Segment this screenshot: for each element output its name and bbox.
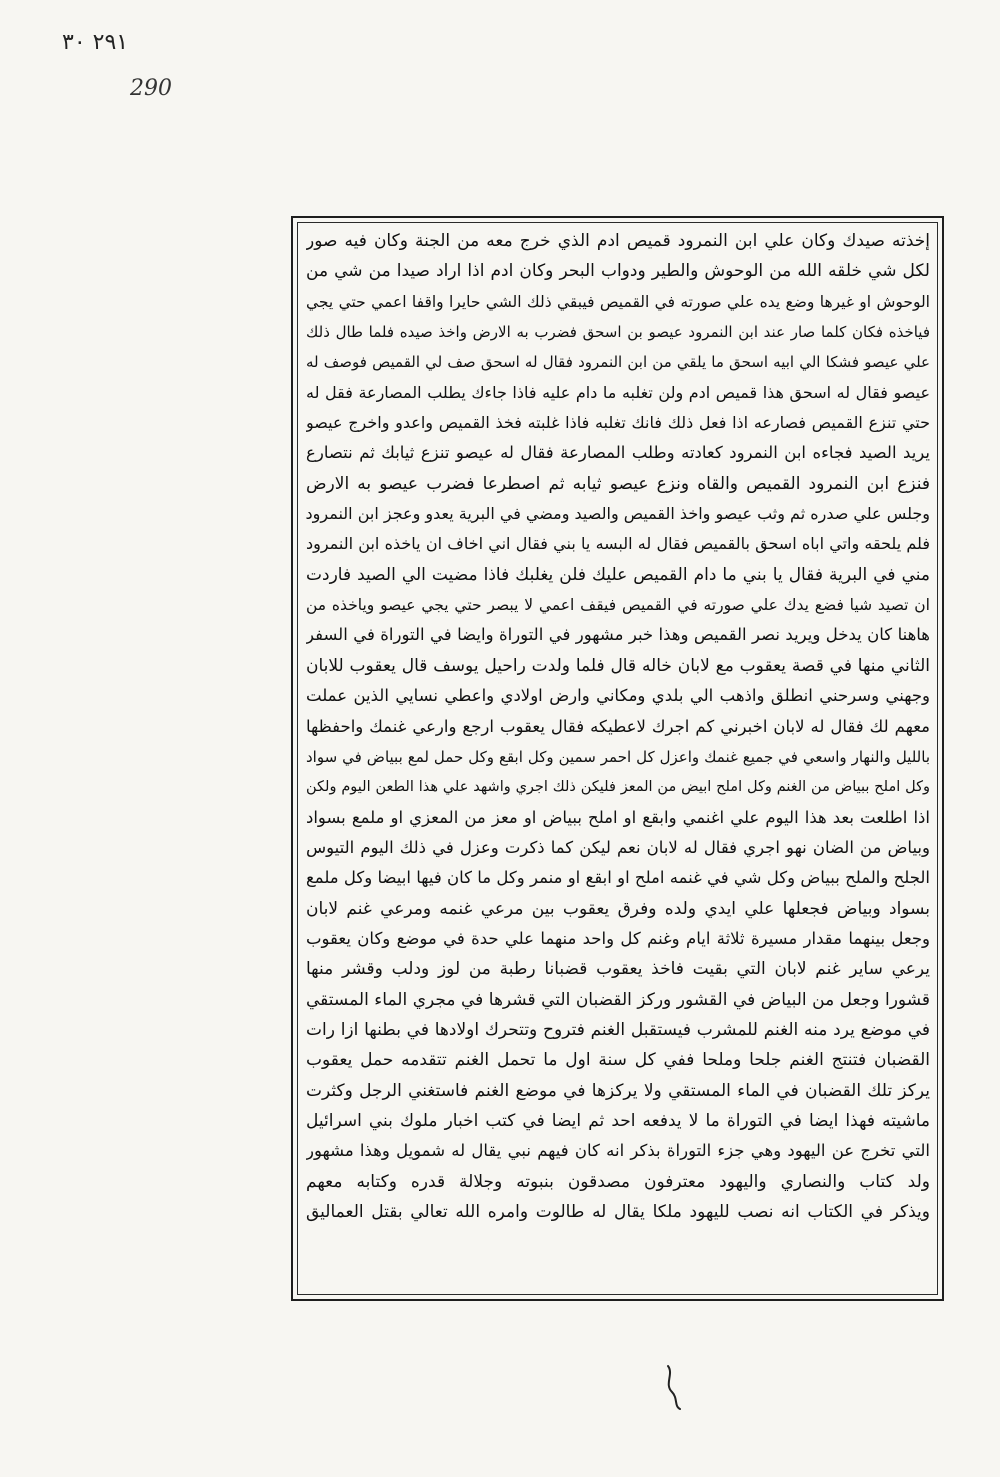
manuscript-line: عيصو فقال له اسحق هذا قميص ادم ولن تغلبه ما دام عليه فاذا جاءك يطلب المصارعة فقل له: [306, 382, 930, 402]
manuscript-line: فياخذه فكان كلما صار عند ابن النمرود عيصو بن اسحق فضرب به الارض واخذ صيده فلما طال ذلك: [306, 323, 930, 342]
manuscript-line: يركز تلك القضبان في الماء المستقي ولا يركزها في موضع الغنم فاستغني الرجل وكثرت: [306, 1080, 930, 1101]
manuscript-line: وكل املح ببياض من الغنم وكل املح ابيض من المعز فليكن ذلك اجري واشهد علي هذا الطعن اليوم ولكن: [306, 779, 930, 796]
manuscript-line: الثاني منها في قصة يعقوب مع لابان خاله قال فلما ولدت راحيل يوسف قال يعقوب للابان: [306, 655, 930, 676]
catchword-stroke-icon: [660, 1362, 690, 1412]
manuscript-line: معهم لك فقال له لابان اخبرني كم اجرك لاعطيكه فقال يعقوب ارجع وارعي غنمك واحفظها: [306, 716, 930, 736]
manuscript-line: إخذته صيدك وكان علي ابن النمرود قميص ادم الذي خرج معه من الجنة وكان فيه صور: [306, 231, 930, 251]
manuscript-line: حتي تنزع القميص فصارعه اذا فعل ذلك فانك تغلبه فاذا غلبته فخذ القميص واعدو واخرج عيصو: [306, 413, 930, 433]
manuscript-line: القضبان فتنتج الغنم جلحا وملحا ففي كل سنة اول ما تحمل الغنم تتقدمه حمل يعقوب: [306, 1050, 930, 1071]
manuscript-line: التي تخرج عن اليهود وهي جزء التوراة بذكر انه كان فيهم نبي يقال له شمويل وهذا مشهور: [306, 1141, 930, 1161]
manuscript-line: اذا اطلعت بعد هذا اليوم علي اغنمي وابقع او املح ببياض او معز من المعزي او ملمع بسواد: [306, 807, 930, 827]
manuscript-line: في موضع يرد منه الغنم للمشرب فيستقبل الغنم فتروح وتتحرك اولادها في بطنها ازا رات: [306, 1019, 930, 1040]
manuscript-line: هاهنا كان يدخل ويريد نصر القميص وهذا خبر مشهور في التوراة وايضا في التوراة في السفر: [306, 625, 930, 645]
folio-number-latin: 290: [130, 76, 172, 101]
manuscript-line: وجهني وسرحني انطلق واذهب الي بلدي ومكاني وارض اولادي واعطي نسايي الذين عملت: [306, 686, 930, 706]
manuscript-line: يرعي ساير غنم لابان التي بقيت فاخذ يعقوب قضبانا رطبة من لوز ودلب وقشر منها: [306, 959, 930, 980]
manuscript-line: وبياض من الضان نهو اجري فقال له لابان نعم ليكن كما ذكرت وعزل في ذلك اليوم التيوس: [306, 837, 930, 857]
manuscript-line: الوحوش او غيرها وضع يده علي صورته في القميص فيبقي ذلك الشي حايرا واقفا اعمي حتي يجي: [306, 292, 930, 311]
folio-number-arabic: ٢٩١ ٣٠: [62, 30, 129, 55]
manuscript-line: يريد الصيد فجاءه ابن النمرود كعادته وطلب المصارعة فقال له عيصو تنزع ثيابك ثم نتصارع: [306, 443, 930, 463]
manuscript-line: بالليل والنهار واسعي في جميع غنمك واعزل كل احمر سمين وكل ابقع وكل حمل لمع ببياض في سواد: [306, 747, 930, 766]
manuscript-line: وجلس علي صدره ثم وثب عيصو واخذ القميص والصيد ومضي في البرية يعدو وعجز ابن النمرود: [306, 504, 930, 524]
manuscript-text-block: [306, 226, 930, 1288]
manuscript-line: وجعل بينهما مقدار مسيرة ثلاثة ايام وغنم كل واحد منهما علي حدة في موضع وكان يعقوب: [306, 928, 930, 948]
manuscript-line: ان تصيد شيا فضع يدك علي صورته في القميص فيقف اعمي لا يبصر حتي يجي عيصو وياخذه من: [306, 596, 930, 615]
manuscript-line: ويذكر في الكتاب انه نصب لليهود ملكا يقال له طالوت وامره الله تعالي بقتل العماليق: [306, 1202, 930, 1222]
manuscript-line: مني في البرية فقال يا بني ما دام القميص عليك فلن يغلبك فاذا مضيت الي الصيد فاردت: [306, 564, 930, 585]
manuscript-line: ولد كتاب والنصاري واليهود معترفون مصدقون بنبوته وجلالة قدره وكتابه معهم: [306, 1171, 930, 1192]
manuscript-line: بسواد وبياض فجعلها علي ايدي ولده وفرق يعقوب بين مرعي غنمه ومرعي غنم لابان: [306, 898, 930, 919]
manuscript-line: فلم يلحقه واتي اباه اسحق بالقميص فقال له البسه يا بني فقال اني اخاف ان ياخذه ابن النمرود: [306, 534, 930, 554]
manuscript-line: قشورا وجعل من البياض في القشور وركز القضبان التي قشرها في مجري الماء المستقي: [306, 989, 930, 1010]
manuscript-line: الجلح والملح ببياض وكل شي في غنمه املح او ابقع او منمر وكل ما كان فيها ابيضا وكل ملمع: [306, 868, 930, 888]
manuscript-line: لكل شي خلقه الله من الوحوش والطير ودواب البحر وكان ادم اذا اراد صيدا من شي من: [306, 261, 930, 282]
manuscript-line: علي عيصو فشكا الي ابيه اسحق ما يلقي من ابن النمرود فقال له اسحق صف لي القميص فوصف له: [306, 353, 930, 372]
manuscript-line: ماشيته فهذا ايضا في التوراة ما لا يدفعه احد ثم ايضا في كتب اخبار ملوك بني اسرائيل: [306, 1110, 930, 1131]
manuscript-line: فنزع ابن النمرود القميص والقاه ونزع عيصو ثيابه ثم اصطرعا فضرب عيصو به الارض: [306, 473, 930, 494]
